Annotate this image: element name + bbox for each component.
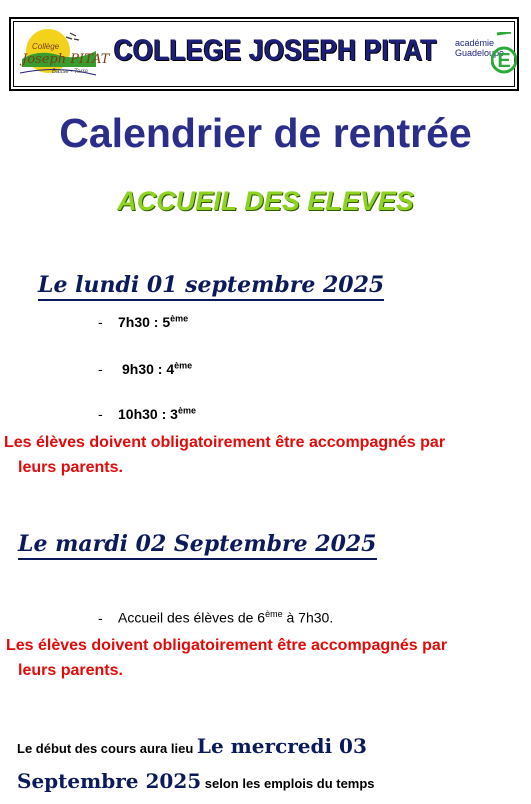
item-text-pre: Accueil des élèves de 6	[118, 609, 266, 626]
item-time: 10h30 : 3	[118, 405, 178, 422]
warning-line1: Les élèves doivent obligatoirement être accompagnés par	[4, 434, 446, 451]
page-subtitle: ACCUEIL DES ELEVES	[117, 186, 414, 216]
svg-text:E: E	[497, 50, 511, 72]
bullet-dash: -	[98, 609, 103, 626]
academie-logo	[455, 32, 517, 84]
college-name: COLLEGE JOSEPH PITAT	[114, 34, 438, 67]
bullet-dash: -	[98, 405, 103, 422]
day1-warning	[4, 430, 445, 480]
academie-line1: académie	[455, 38, 495, 48]
day2-warning	[6, 633, 447, 683]
logo-text-line3: Basse - Terre	[52, 69, 88, 75]
day2-item-1	[98, 609, 333, 626]
day1-heading: Le lundi 01 septembre 2025	[38, 272, 384, 301]
item-time: 9h30 : 4	[122, 360, 175, 377]
notice-part4: selon les emplois du temps	[201, 776, 375, 791]
logo-text-line1: Collège	[32, 42, 60, 51]
start-of-classes-notice	[17, 730, 527, 800]
day1-item-2	[98, 360, 192, 377]
notice-part3: Septembre 2025	[17, 769, 202, 793]
day1-item-3	[98, 405, 196, 422]
logo-text-line2: Joseph PITAT	[22, 52, 110, 67]
item-time: 7h30 : 5	[118, 313, 171, 330]
item-sup: ème	[265, 609, 283, 619]
day1-item-1	[98, 313, 188, 330]
warning-line1: Les élèves doivent obligatoirement être accompagnés par	[6, 637, 448, 654]
item-text-post: à 7h30.	[282, 609, 334, 626]
warning-line2: leurs parents.	[18, 662, 123, 679]
day2-heading: Le mardi 02 Septembre 2025	[18, 531, 377, 560]
bullet-dash: -	[98, 360, 103, 377]
notice-part1: Le début des cours aura lieu	[17, 741, 197, 756]
academie-line2: Guadeloupe	[455, 48, 505, 58]
item-sup: ème	[170, 313, 189, 323]
page-title: Calendrier de rentrée	[59, 110, 472, 156]
academie-text	[455, 38, 505, 58]
academie-e-icon	[491, 32, 517, 82]
bullet-dash: -	[98, 313, 103, 330]
item-sup: ème	[177, 405, 196, 415]
banner-inner-frame	[13, 21, 515, 87]
item-sup: ème	[174, 360, 193, 370]
warning-line2: leurs parents.	[18, 459, 123, 476]
notice-part2: Le mercredi 03	[196, 734, 367, 758]
header-banner	[9, 17, 519, 91]
